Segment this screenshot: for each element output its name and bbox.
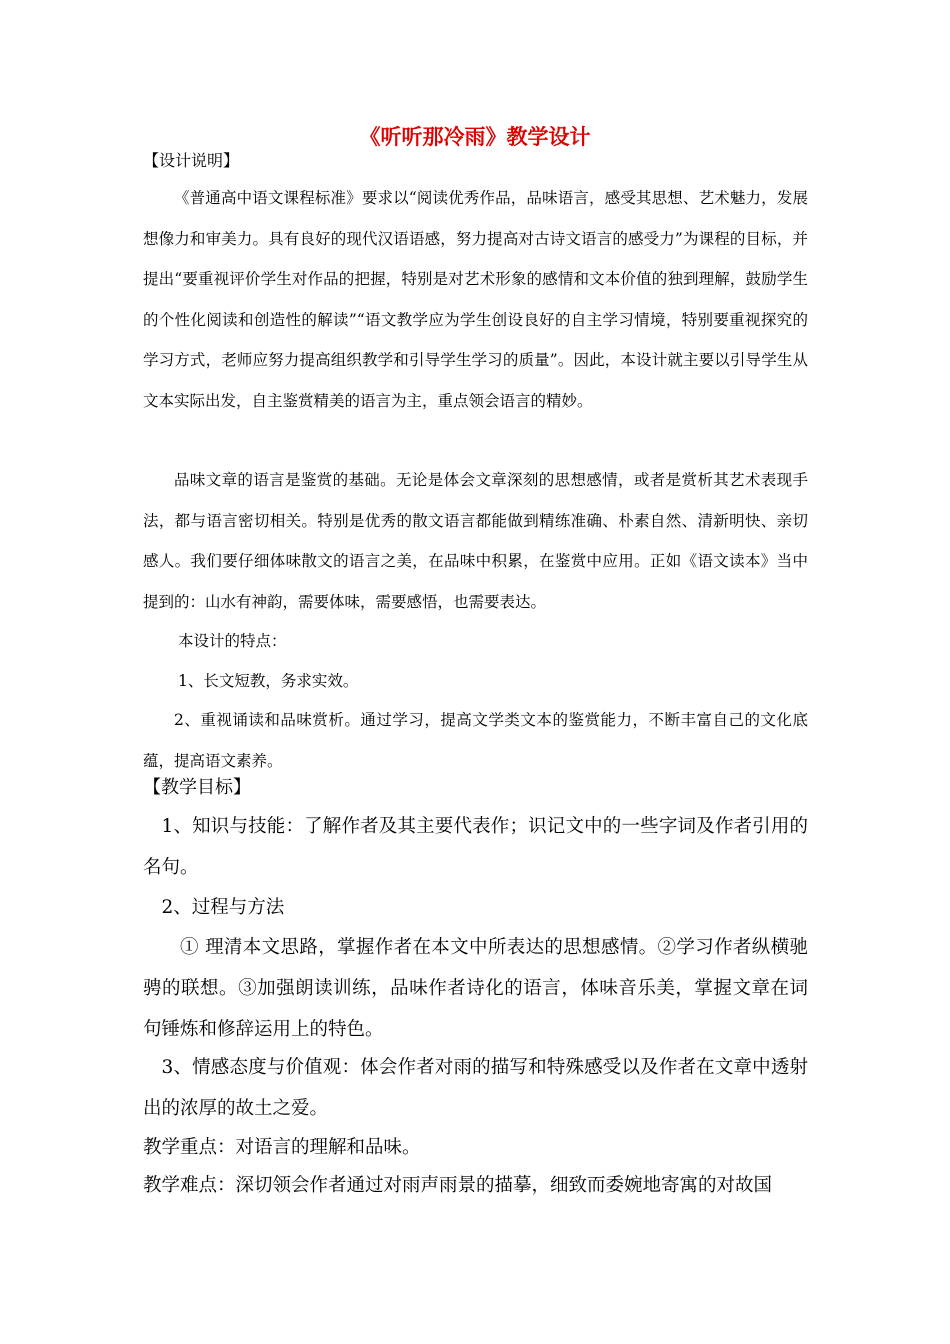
goal-item-2: 2、过程与方法 (161, 897, 285, 918)
difficulty: 教学难点：深切领会作者通过对雨声雨景的描摹，细致而委婉地寄寓的对故国 (143, 1175, 773, 1196)
goal-item-3: 3、情感态度与价值观：体会作者对雨的描写和特殊感受以及作者在文章中透射出的浓厚的故土之爱。 (143, 1057, 808, 1119)
features-heading: 本设计的特点： (178, 632, 287, 650)
key-point: 教学重点：对语言的理解和品味。 (143, 1137, 421, 1158)
document-title: 《听听那冷雨》教学设计 (359, 125, 591, 149)
feature-item-1: 1、长文短教，务求实效。 (178, 672, 359, 690)
goal-item-1: 1、知识与技能：了解作者及其主要代表作；识记文中的一些字词及作者引用的名句。 (143, 816, 808, 878)
goals-heading: 【教学目标】 (143, 777, 251, 798)
design-note-paragraph-1: 《普通高中语文课程标准》要求以“阅读优秀作品，品味语言，感受其思想、艺术魅力，发展想像力和审美力。具有良好的现代汉语语感，努力提高对古诗文语言的感受力”为课程的目标，并提出“要重视评价学生对作品的把握，特别是对艺术形象的感情和文本价值的独到理解，鼓励学生的个性化阅读和创造性的解读”“语文教学应为学生创设良好的自主学习情境，特别要重视探究的学习方式，老师应努力提高组织教学和引导学生学习的质量”。因此，本设计就主要以引导学生从文本实际出发，自主鉴赏精美的语言为主，重点领会语言的精妙。 (143, 189, 808, 410)
design-note-paragraph-2: 品味文章的语言是鉴赏的基础。无论是体会文章深刻的思想感情，或者是赏析其艺术表现手法，都与语言密切相关。特别是优秀的散文语言都能做到精练准确、朴素自然、清新明快、亲切感人。我们要仔细体味散文的语言之美，在品味中积累，在鉴赏中应用。正如《语文读本》当中提到的：山水有神韵，需要体味，需要感悟，也需要表达。 (143, 471, 808, 611)
goal-item-2-detail: ① 理清本文思路，掌握作者在本文中所表达的思想感情。②学习作者纵横驰骋的联想。③加强朗读训练，品味作者诗化的语言，体味音乐美，掌握文章在词句锤炼和修辞运用上的特色。 (143, 937, 808, 1040)
feature-item-2: 2、重视诵读和品味赏析。通过学习，提高文学类文本的鉴赏能力，不断丰富自己的文化底蕴，提高语文素养。 (143, 711, 808, 770)
design-note-heading: 【设计说明】 (143, 151, 240, 170)
